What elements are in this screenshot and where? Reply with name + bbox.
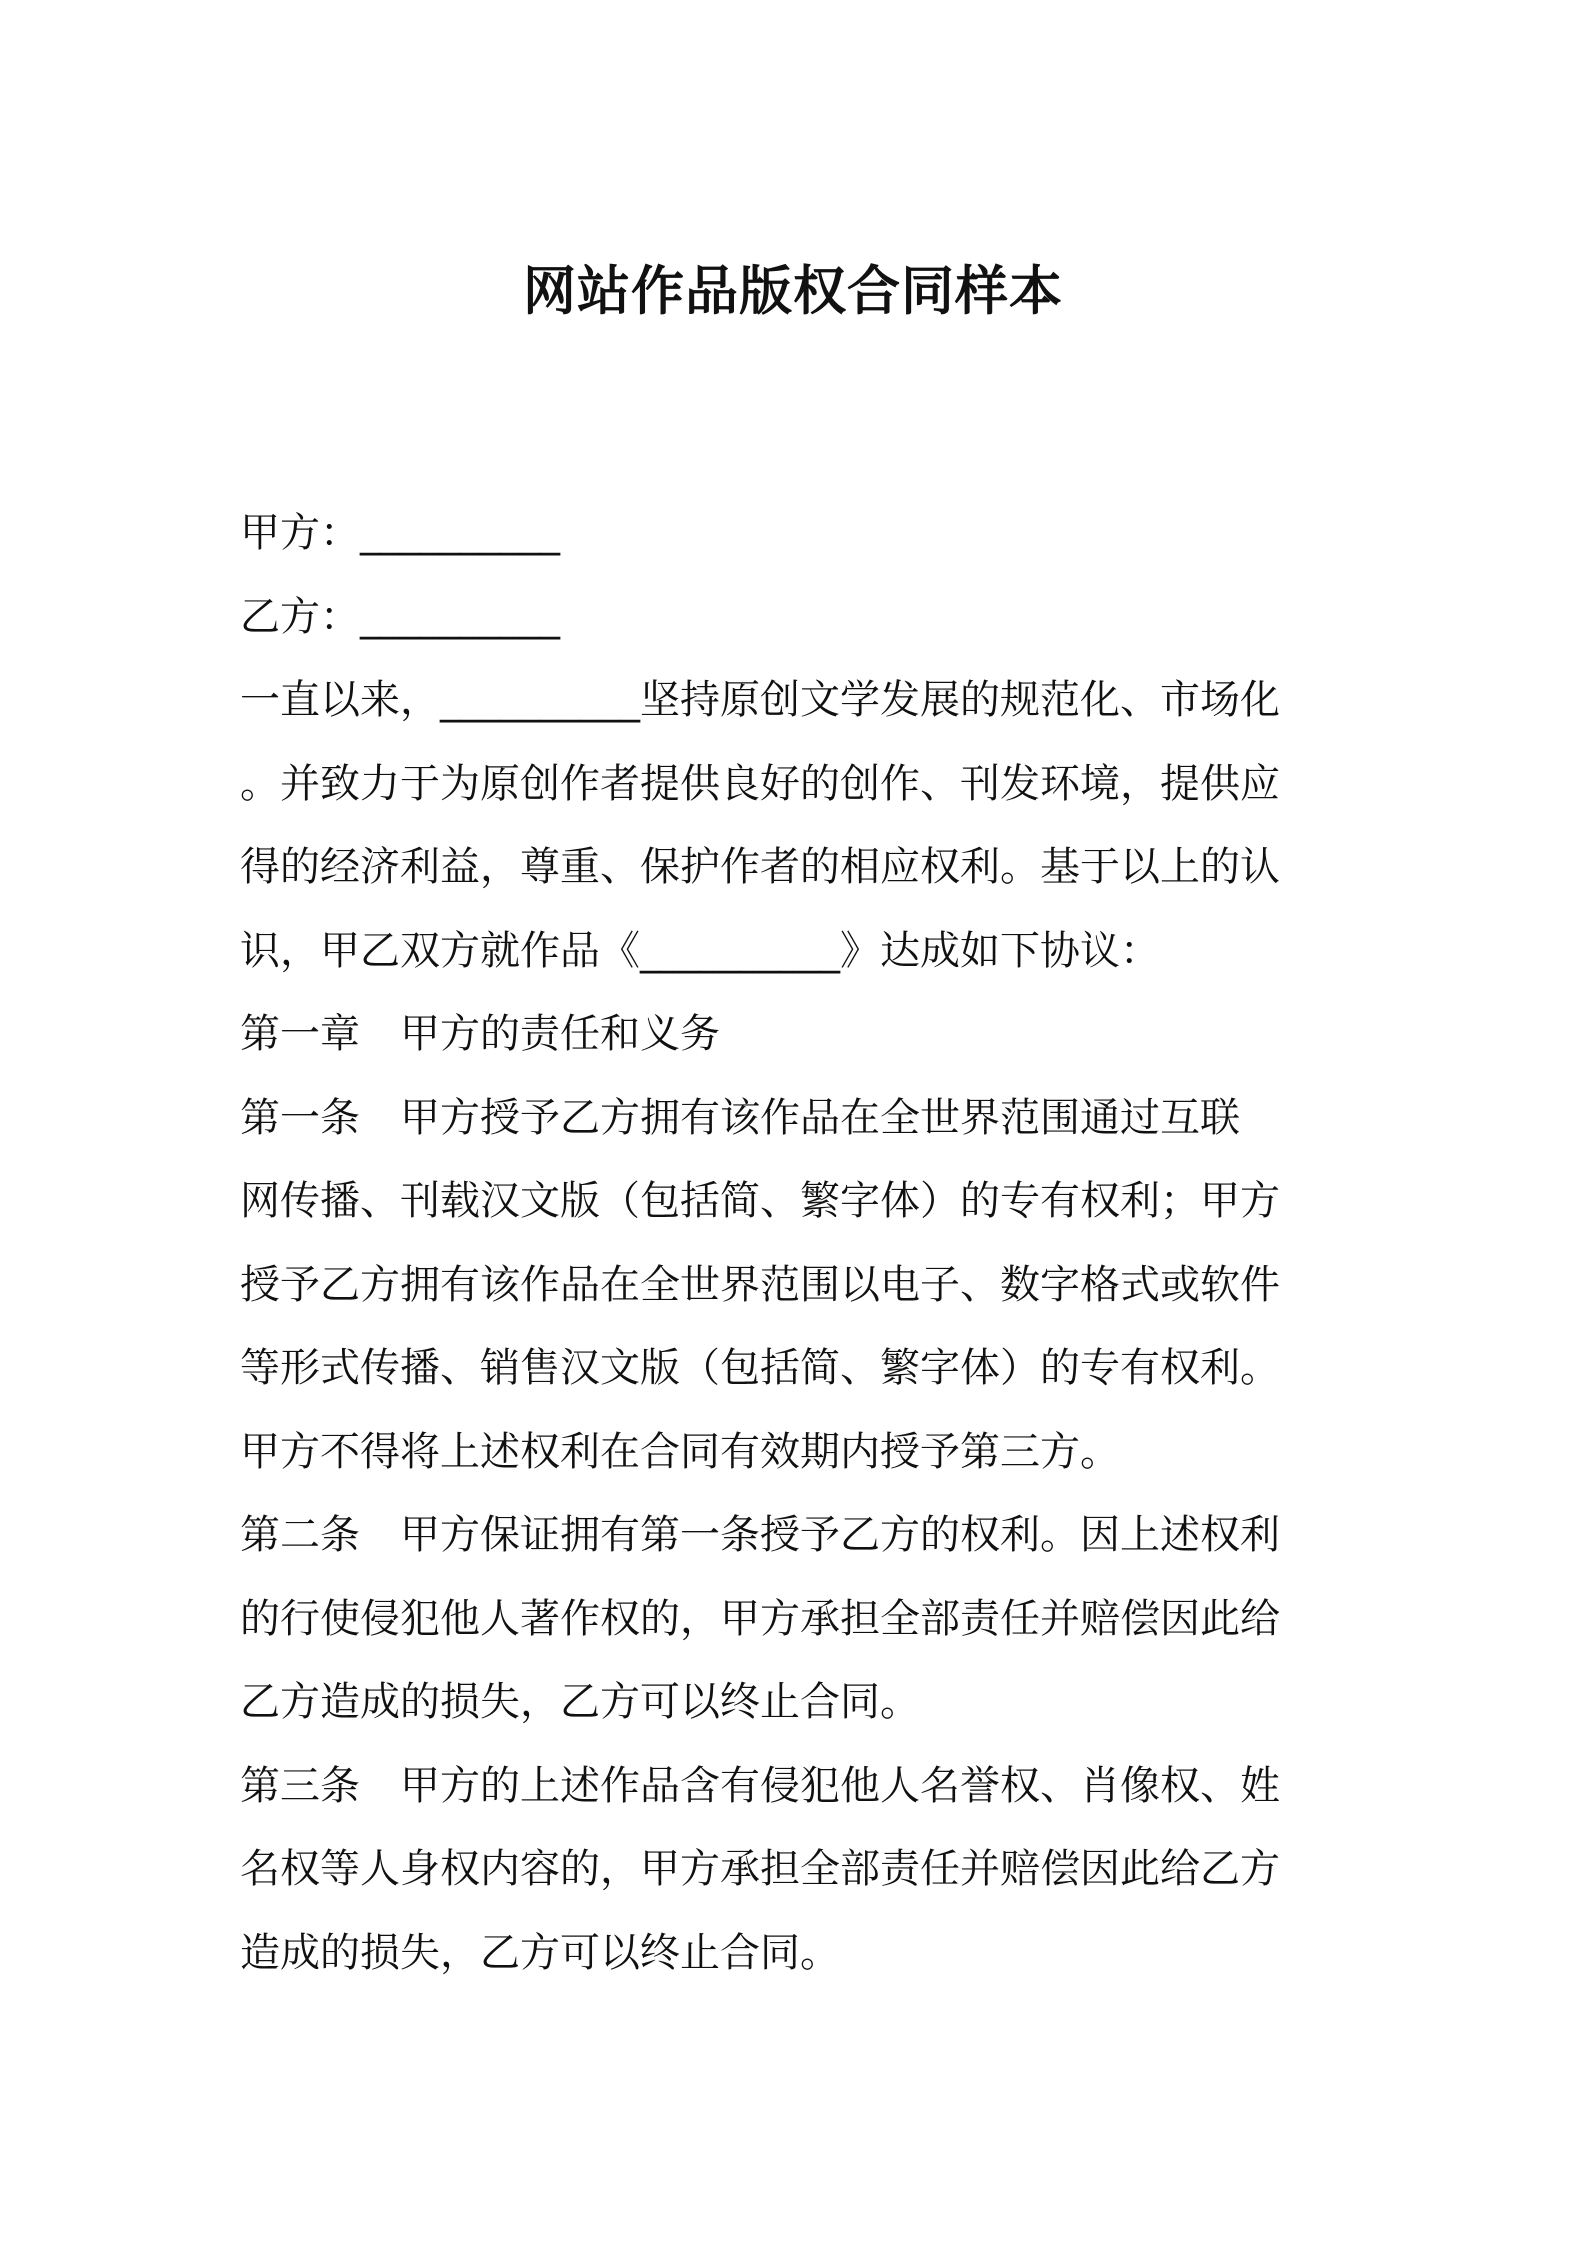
article-line: 乙方造成的损失，乙方可以终止合同。 <box>240 1679 920 1725</box>
article-line: 授予乙方拥有该作品在全世界范围以电子、数字格式或软件 <box>240 1261 1280 1308</box>
preamble-line: 得的经济利益，尊重、保护作者的相应权利。基于以上的认 <box>240 844 1280 890</box>
document-body <box>240 492 1352 1995</box>
document-title: 网站作品版权合同样本 <box>523 261 1063 322</box>
article-line: 第一条 甲方授予乙方拥有该作品在全世界范围通过互联 <box>240 1094 1240 1141</box>
article-line: 等形式传播、销售汉文版（包括简、繁字体）的专有权利。 <box>240 1345 1280 1391</box>
preamble-line: 。并致力于为原创作者提供良好的创作、刊发环境，提供应 <box>240 760 1280 807</box>
chapter-heading: 第一章 甲方的责任和义务 <box>240 1011 720 1057</box>
preamble-line: 识，甲乙双方就作品《__________》达成如下协议： <box>240 927 1160 974</box>
preamble-line: 一直以来，__________坚持原创文学发展的规范化、市场化 <box>240 677 1280 723</box>
article-line: 甲方不得将上述权利在合同有效期内授予第三方。 <box>240 1428 1120 1475</box>
article-line: 网传播、刊载汉文版（包括简、繁字体）的专有权利；甲方 <box>240 1178 1280 1224</box>
article-line: 第二条 甲方保证拥有第一条授予乙方的权利。因上述权利 <box>240 1512 1280 1558</box>
party-b-line: 乙方：__________ <box>240 593 560 640</box>
article-line: 名权等人身权内容的，甲方承担全部责任并赔偿因此给乙方 <box>240 1846 1280 1892</box>
article-line: 第三条 甲方的上述作品含有侵犯他人名誉权、肖像权、姓 <box>240 1762 1280 1809</box>
article-line: 造成的损失，乙方可以终止合同。 <box>240 1929 840 1976</box>
article-line: 的行使侵犯他人著作权的，甲方承担全部责任并赔偿因此给 <box>240 1595 1280 1642</box>
party-a-line: 甲方：__________ <box>240 510 560 556</box>
